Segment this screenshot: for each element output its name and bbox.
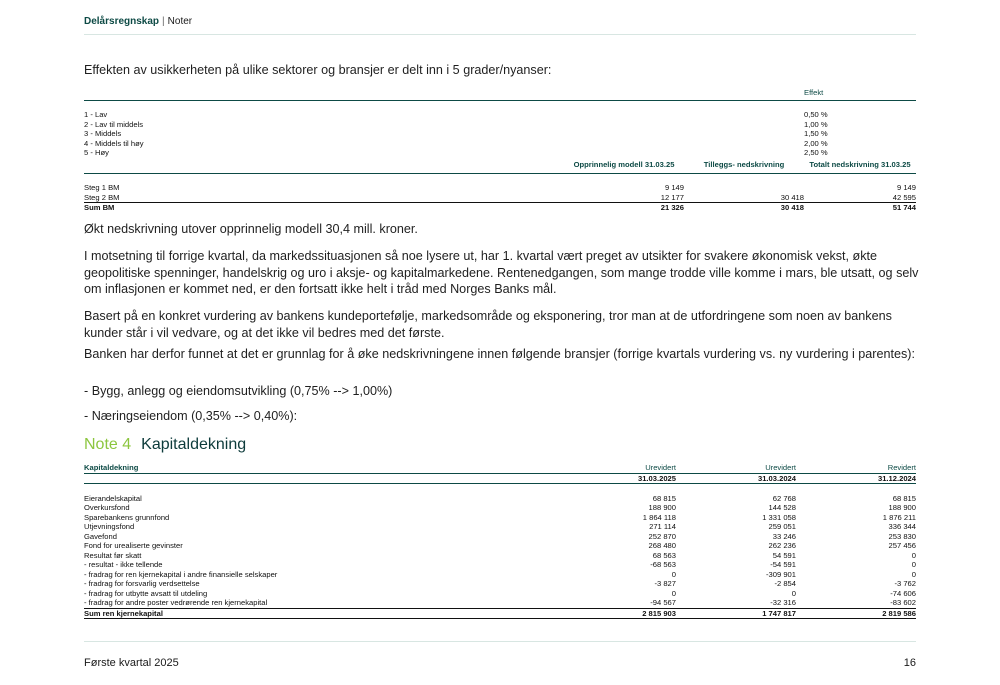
- impairment-header-additional: Tilleggs- nedskrivning: [703, 159, 785, 169]
- table-row: [84, 503, 916, 513]
- note-heading: [84, 436, 246, 454]
- row-label: Fond for urealiserte gevinster: [84, 541, 183, 550]
- paragraph-2: [84, 248, 920, 298]
- table-row: [84, 139, 916, 149]
- impairment-table: [84, 160, 916, 213]
- cell-value: 257 456: [888, 541, 916, 550]
- grades-col-header: Effekt: [804, 88, 824, 97]
- cell-value: 68 815: [652, 493, 676, 503]
- cell-value: 188 900: [648, 503, 676, 512]
- col-date: 31.03.2025: [637, 473, 676, 483]
- intro-text: Effekten av usikkerheten på ulike sektorer og bransjer er delt inn i 5 grader/nyanser:: [84, 63, 552, 77]
- row-label: Sum ren kjernekapital: [84, 608, 163, 618]
- cell-value: 12 177: [660, 192, 684, 202]
- table-row: [84, 551, 916, 561]
- grade-label: 3 - Middels: [84, 129, 122, 138]
- page-footer: [84, 657, 916, 669]
- paragraph-text: I motsetning til forrige kvartal, da markedssituasjonen så noe lysere ut, har 1. kvartal vært preget av utsikter for svakere økonomisk vekst, økte geopolitiske spenninger, handelskrig og uro i aksje- og kapitalmarkedene. Rentenedgangen, som mange trodde ville komme i mars, ble utsatt, og selv om inflasjonen er kommet ned, er den fortsatt ikke helt i tråd med Norges Banks mål.: [84, 249, 919, 296]
- table-row: [84, 579, 916, 589]
- cell-value: 259 051: [768, 522, 796, 531]
- grades-table: [84, 88, 916, 158]
- row-label: Sum BM: [84, 203, 115, 212]
- footer-divider: [84, 641, 916, 642]
- table-row: [84, 193, 916, 203]
- impairment-header-original: Opprinnelig modell 31.03.25: [573, 159, 675, 169]
- grade-value: 2,50 %: [804, 148, 828, 157]
- cell-value: 336 344: [888, 522, 916, 531]
- page-header: [84, 16, 192, 27]
- header-brand: Delårsregnskap: [84, 16, 160, 27]
- table-row: [84, 532, 916, 542]
- row-label: - resultat - ikke tellende: [84, 560, 163, 569]
- cell-value: 1 747 817: [762, 608, 796, 618]
- cell-value: 33 246: [772, 531, 796, 541]
- cell-value: -83 602: [890, 598, 916, 607]
- cell-value: 253 830: [888, 531, 916, 541]
- cell-value: 0: [911, 560, 916, 569]
- cell-value: 0: [911, 569, 916, 579]
- table-row: [84, 589, 916, 599]
- cell-value: 1 331 058: [762, 512, 796, 522]
- note-title: Kapitaldekning: [141, 436, 247, 453]
- cell-value: -32 316: [770, 598, 796, 607]
- paragraph-text: Basert på en konkret vurdering av bankens kundeportefølje, markedsområde og eksponering, tror man at de utfordringene som noen av bankens kunder står i vil vedvare, og at det ikke vil bedres med det første.: [84, 309, 892, 340]
- capital-table: [84, 463, 916, 619]
- paragraph-text: Økt nedskrivning utover opprinnelig modell 30,4 mill. kroner.: [84, 222, 418, 236]
- table-total-row: [84, 203, 916, 213]
- table-row: [84, 541, 916, 551]
- cell-value: 21 326: [660, 203, 684, 212]
- table-row: [84, 120, 916, 130]
- cell-value: -309 901: [766, 569, 796, 579]
- capital-table-label: Kapitaldekning: [84, 463, 139, 472]
- cell-value: 252 870: [648, 531, 676, 541]
- cell-value: 68 563: [652, 550, 676, 560]
- cell-value: 2 815 903: [642, 608, 676, 618]
- grade-label: 5 - Høy: [84, 148, 109, 157]
- row-label: - fradrag for andre poster vedrørende ren kjernekapital: [84, 598, 268, 607]
- cell-value: 0: [671, 588, 676, 598]
- intro-paragraph: [84, 62, 920, 79]
- page-number: 16: [903, 657, 916, 669]
- paragraph-text: - Næringseiendom (0,35% --> 0,40%):: [84, 409, 298, 423]
- col-status: Revidert: [887, 463, 916, 472]
- note-number: Note 4: [84, 436, 132, 453]
- cell-value: 0: [791, 588, 796, 598]
- header-separator: |: [162, 16, 165, 27]
- grade-value: 1,50 %: [804, 129, 828, 138]
- grade-label: 2 - Lav til middels: [84, 119, 144, 129]
- header-divider: [84, 34, 916, 35]
- paragraph-6: [84, 408, 920, 425]
- col-date: 31.12.2024: [877, 473, 916, 483]
- table-row: [84, 110, 916, 120]
- table-row: [84, 522, 916, 532]
- cell-value: 51 744: [892, 203, 916, 212]
- cell-value: 42 595: [892, 192, 916, 202]
- table-row: [84, 560, 916, 570]
- cell-value: 262 236: [768, 541, 796, 550]
- table-total-row: [84, 608, 916, 619]
- row-label: - fradrag for utbytte avsatt til utdeling: [84, 588, 208, 598]
- header-section: Noter: [167, 16, 193, 27]
- row-label: - fradrag for forsvarlig verdsettelse: [84, 579, 200, 588]
- col-status: Urevidert: [645, 463, 676, 472]
- cell-value: 62 768: [772, 493, 796, 503]
- row-label: Steg 2 BM: [84, 192, 120, 202]
- cell-value: 271 114: [649, 522, 676, 531]
- col-status: Urevidert: [765, 463, 796, 472]
- row-label: Utjevningsfond: [84, 522, 135, 531]
- cell-value: 1 876 211: [882, 512, 916, 522]
- table-row: [84, 598, 916, 608]
- cell-value: -2 854: [774, 579, 796, 588]
- cell-value: 0: [671, 569, 676, 579]
- cell-value: 30 418: [780, 192, 804, 202]
- row-label: Sparebankens grunnfond: [84, 512, 170, 522]
- table-row: [84, 570, 916, 580]
- grade-value: 0,50 %: [804, 110, 828, 119]
- row-label: Gavefond: [84, 531, 117, 541]
- cell-value: 2 819 586: [882, 608, 916, 618]
- cell-value: -74 606: [890, 588, 916, 598]
- grade-label: 1 - Lav: [84, 110, 108, 119]
- paragraph-3: [84, 308, 920, 341]
- cell-value: 268 480: [648, 541, 676, 550]
- grade-value: 2,00 %: [804, 138, 828, 148]
- col-date: 31.03.2024: [757, 473, 796, 483]
- footer-label: Første kvartal 2025: [84, 657, 179, 669]
- table-row: [84, 183, 916, 193]
- cell-value: 9 149: [896, 183, 916, 192]
- paragraph-text: - Bygg, anlegg og eiendomsutvikling (0,75% --> 1,00%): [84, 384, 393, 398]
- grade-label: 4 - Middels til høy: [84, 138, 144, 148]
- cell-value: -3 762: [894, 579, 916, 588]
- table-row: [84, 129, 916, 139]
- cell-value: [684, 183, 804, 193]
- cell-value: 9 149: [664, 183, 684, 192]
- row-label: - fradrag for ren kjernekapital i andre finansielle selskaper: [84, 569, 278, 579]
- grade-value: 1,00 %: [804, 119, 828, 129]
- paragraph-5: [84, 383, 920, 400]
- paragraph-4: [84, 346, 920, 363]
- table-row: [84, 148, 916, 158]
- paragraph-1: [84, 221, 920, 238]
- cell-value: -54 591: [770, 560, 796, 569]
- cell-value: 188 900: [888, 503, 916, 512]
- cell-value: 1 864 118: [642, 512, 676, 522]
- row-label: Resultat før skatt: [84, 550, 142, 560]
- paragraph-text: Banken har derfor funnet at det er grunnlag for å øke nedskrivningene innen følgende bransjer (forrige kvartals vurdering vs. ny vurdering i parentes):: [84, 347, 915, 361]
- row-label: Eierandelskapital: [84, 493, 142, 503]
- row-label: Overkursfond: [84, 503, 130, 512]
- table-row: [84, 494, 916, 504]
- cell-value: -68 563: [650, 560, 676, 569]
- cell-value: 54 591: [772, 550, 796, 560]
- cell-value: 68 815: [892, 493, 916, 503]
- cell-value: 144 528: [768, 503, 796, 512]
- impairment-header-total: Totalt nedskrivning 31.03.25: [809, 159, 911, 169]
- cell-value: 30 418: [780, 203, 804, 212]
- row-label: Steg 1 BM: [84, 183, 120, 192]
- table-row: [84, 513, 916, 523]
- cell-value: -3 827: [654, 579, 676, 588]
- cell-value: -94 567: [650, 598, 676, 607]
- cell-value: 0: [911, 550, 916, 560]
